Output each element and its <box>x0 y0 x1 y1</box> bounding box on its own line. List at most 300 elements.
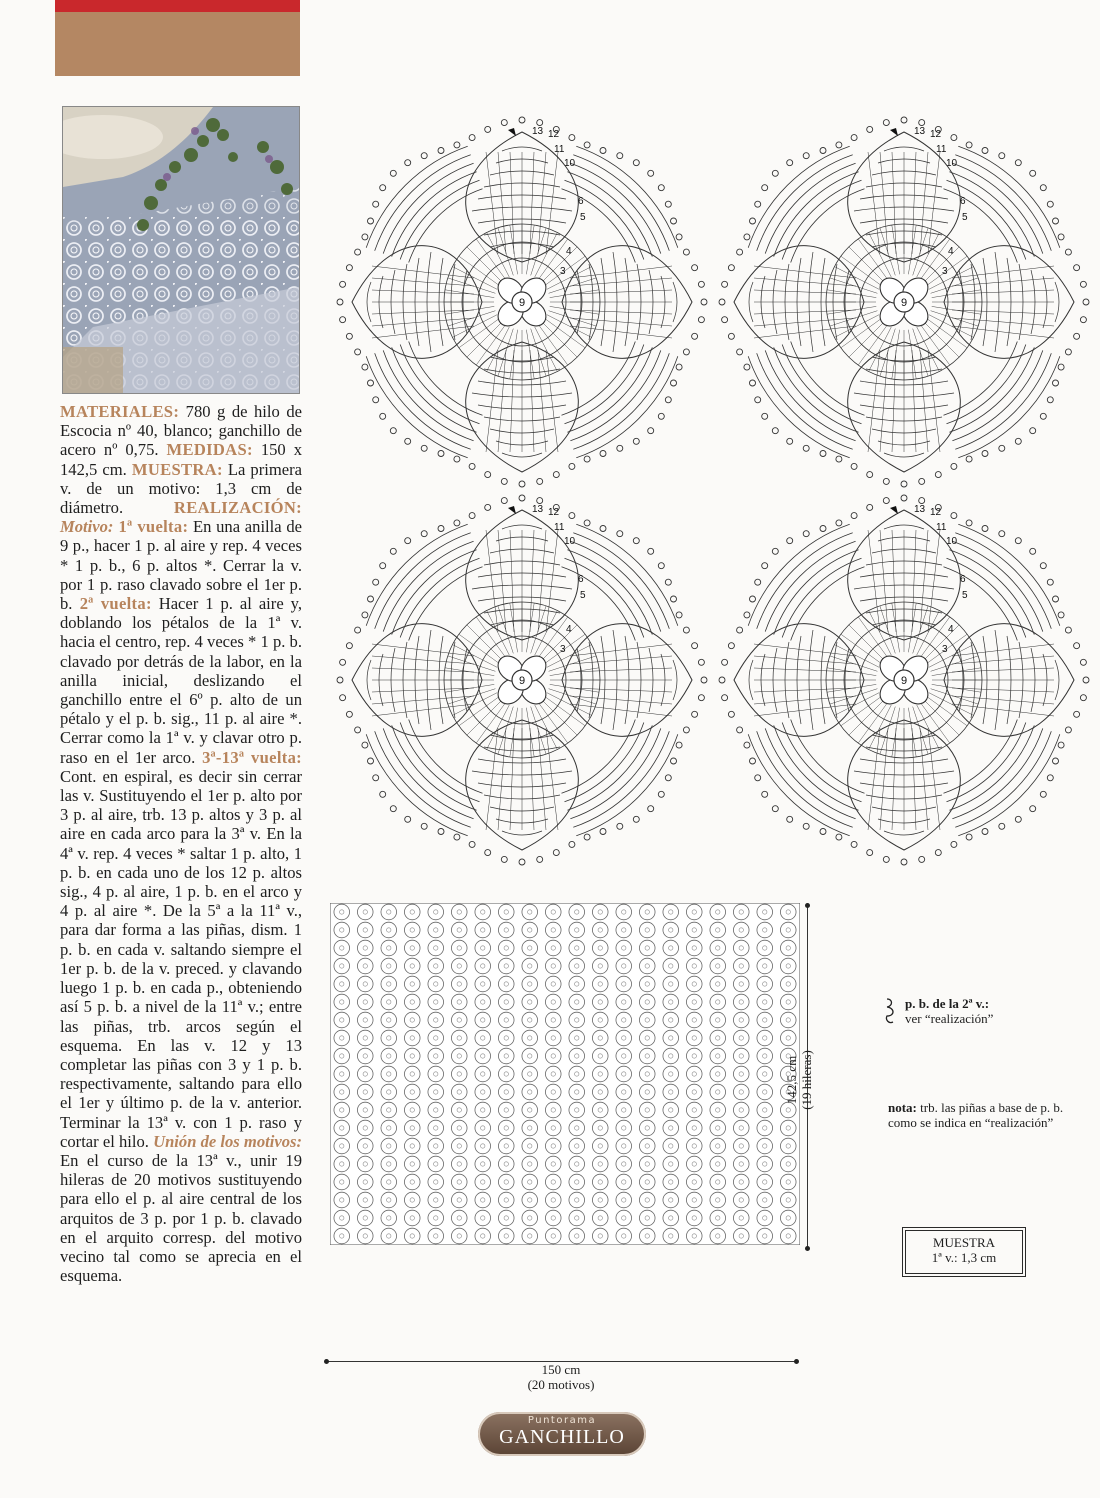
round-label-4: 4 <box>948 246 954 257</box>
picot <box>346 265 352 271</box>
round1-label: 1ª vuelta: <box>113 517 189 537</box>
single-crochet-symbol-icon <box>883 996 899 1026</box>
picot <box>1015 538 1021 544</box>
picot <box>676 612 682 618</box>
radial-stitch <box>913 228 928 276</box>
radial-stitch <box>849 625 884 660</box>
round2-text: Hacer 1 p. al aire y, doblando los pétalos de la 1ª v. hacia el centro, rep. 4 veces * 1 p. b. clavado por detrás de la labor, en la anilla inicial, deslizando el ganchillo entre el 6º p. alto de un pétalo y el p. b. sig., 11 p. al aire *. Cerrar como la 1ª v. y clavar otro p. raso en el 1er arco. <box>60 594 302 767</box>
picot <box>867 850 873 856</box>
picot <box>368 218 374 224</box>
round-label-13: 13 <box>914 504 926 515</box>
pineapple-stitch <box>372 644 474 656</box>
radial-stitch <box>448 689 496 704</box>
picot <box>1083 299 1089 305</box>
picot <box>1053 596 1059 602</box>
radial-stitch <box>827 306 876 314</box>
radial-stitch <box>931 311 979 326</box>
crochet-motif <box>719 495 1089 865</box>
radial-stitch <box>892 225 900 274</box>
pineapple-stitch <box>372 318 474 326</box>
picot <box>469 841 475 847</box>
round-label-3: 3 <box>942 266 948 277</box>
round-label-3: 3 <box>942 644 948 655</box>
picot <box>648 170 654 176</box>
picot <box>750 380 756 386</box>
picot <box>519 859 525 865</box>
measures-text: 150 x 142,5 cm. <box>60 440 302 479</box>
pineapple-stitch <box>868 728 880 830</box>
picot <box>803 153 809 159</box>
picot <box>1065 727 1071 733</box>
picot <box>569 463 575 469</box>
header-red-bar <box>55 0 300 12</box>
picot <box>469 135 475 141</box>
picot <box>883 478 889 484</box>
picot <box>501 856 507 862</box>
materials-text: 780 g de hilo de Escocia nº 40, blanco; ganchillo de acero nº 0,75. <box>60 402 302 460</box>
radial-stitch <box>550 290 599 298</box>
picot <box>617 823 623 829</box>
picot <box>537 120 543 126</box>
picot <box>1030 548 1036 554</box>
picot <box>390 170 396 176</box>
fan-arch <box>955 155 1051 251</box>
measures-label: MEDIDAS: <box>166 440 253 460</box>
picot <box>658 185 664 191</box>
start-arrow-icon <box>890 506 898 514</box>
pineapple-row <box>884 831 924 835</box>
picot <box>340 317 346 323</box>
pineapple-row <box>884 453 924 457</box>
fan-arch <box>748 356 850 458</box>
radial-stitch <box>526 708 534 757</box>
picot <box>919 120 925 126</box>
picot <box>1047 579 1053 585</box>
picot <box>485 850 491 856</box>
picot <box>966 520 972 526</box>
start-arrow-icon <box>508 128 516 136</box>
pineapple-row <box>749 282 753 322</box>
center-label: 9 <box>900 297 908 309</box>
radial-stitch <box>830 656 878 671</box>
radial-stitch <box>932 684 981 692</box>
radial-stitch <box>448 656 496 671</box>
radial-stitch <box>849 700 884 735</box>
pineapple-stitch <box>546 530 558 632</box>
picot <box>1040 185 1046 191</box>
picot <box>836 834 842 840</box>
legend-text: ver “realización” <box>905 1011 994 1026</box>
pineapple-row <box>1055 660 1059 700</box>
picot <box>553 850 559 856</box>
fan-arch <box>757 353 853 449</box>
picot <box>820 829 826 835</box>
picot <box>1080 695 1086 701</box>
crochet-motif <box>719 117 1089 487</box>
radial-stitch <box>869 327 892 372</box>
round-label-4: 4 <box>566 624 572 635</box>
round-label-12: 12 <box>930 129 942 140</box>
picot <box>355 349 361 355</box>
fan-arch <box>573 533 669 629</box>
picot <box>919 478 925 484</box>
pineapple-stitch <box>754 656 856 664</box>
fan-arch <box>955 353 1051 449</box>
picot <box>1065 249 1071 255</box>
pineapple-stitch <box>868 350 880 452</box>
picot <box>772 170 778 176</box>
picot <box>966 142 972 148</box>
picot <box>454 142 460 148</box>
picot <box>1080 659 1086 665</box>
picot <box>750 218 756 224</box>
fan-arch <box>375 353 471 449</box>
picot <box>600 451 606 457</box>
picot <box>600 148 606 154</box>
picot <box>867 504 873 510</box>
picot <box>1053 218 1059 224</box>
picot <box>1065 627 1071 633</box>
radial-stitch <box>487 327 510 372</box>
radial-stitch <box>526 603 534 652</box>
logo-top: Puntorama <box>527 1415 597 1426</box>
pineapple-stitch <box>952 326 1054 338</box>
picot <box>584 520 590 526</box>
picot <box>405 538 411 544</box>
picot <box>701 299 707 305</box>
pineapple-stitch <box>546 152 558 254</box>
picot <box>982 451 988 457</box>
radial-stitch <box>453 693 498 716</box>
picot <box>676 742 682 748</box>
picot <box>744 742 750 748</box>
picot <box>380 563 386 569</box>
radial-stitch <box>445 668 494 676</box>
radial-stitch <box>835 645 880 668</box>
radial-stitch <box>929 645 974 668</box>
picot <box>421 153 427 159</box>
picot <box>982 829 988 835</box>
pineapple-stitch <box>928 728 940 830</box>
picot <box>380 185 386 191</box>
picot <box>883 120 889 126</box>
round2-label: 2ª vuelta: <box>72 594 152 614</box>
fan-arch <box>958 146 1060 248</box>
radial-stitch <box>526 225 534 274</box>
pineapple-stitch <box>486 350 498 452</box>
round-label-10: 10 <box>564 536 576 547</box>
round-label-10: 10 <box>564 158 576 169</box>
pineapple-stitch <box>372 326 474 338</box>
picot <box>750 596 756 602</box>
picot <box>787 160 793 166</box>
pineapple-stitch <box>486 530 498 632</box>
pineapple-stitch <box>754 704 856 716</box>
picot <box>584 142 590 148</box>
radial-stitch <box>549 311 597 326</box>
picot <box>728 265 734 271</box>
instructions-text <box>60 402 302 1285</box>
radial-stitch <box>880 228 895 276</box>
picot <box>951 463 957 469</box>
pineapple-stitch <box>920 350 928 452</box>
picot <box>569 841 575 847</box>
pineapple-stitch <box>570 318 672 326</box>
picot <box>803 445 809 451</box>
fan-arch <box>958 356 1060 458</box>
round-label-4: 4 <box>566 246 572 257</box>
picot <box>421 823 427 829</box>
picot <box>390 806 396 812</box>
picot <box>362 234 368 240</box>
picot <box>633 160 639 166</box>
picot <box>368 758 374 764</box>
radial-stitch <box>498 707 513 755</box>
motif-label: Motivo: <box>60 517 114 537</box>
picot <box>1047 397 1053 403</box>
picot <box>373 201 379 207</box>
fan-arch <box>955 731 1051 827</box>
picot <box>421 531 427 537</box>
radial-stitch <box>869 233 892 278</box>
picot <box>982 526 988 532</box>
radial-stitch <box>498 606 513 654</box>
picot <box>755 201 761 207</box>
radial-stitch <box>849 322 884 357</box>
picot <box>519 481 525 487</box>
legend <box>883 996 1063 1026</box>
picot <box>1080 317 1086 323</box>
pineapple-stitch <box>952 656 1054 664</box>
pineapple-stitch <box>928 152 940 254</box>
picot <box>901 481 907 487</box>
picot <box>1047 201 1053 207</box>
pineapple-stitch <box>538 530 546 632</box>
radial-stitch <box>917 327 940 372</box>
picot <box>851 841 857 847</box>
picot <box>1030 170 1036 176</box>
radial-stitch <box>549 689 597 704</box>
picot <box>1074 711 1080 717</box>
radial-stitch <box>908 225 916 274</box>
picot <box>1030 806 1036 812</box>
pineapple-stitch <box>928 350 940 452</box>
fan-arch <box>573 353 669 449</box>
pineapple-stitch <box>372 278 474 286</box>
picot <box>919 856 925 862</box>
round-label-12: 12 <box>930 507 942 518</box>
radial-stitch <box>917 705 940 750</box>
note-text: trb. las piñas a base de p. b. como se indica en “realización” <box>888 1100 1064 1130</box>
radial-stitch <box>498 329 513 377</box>
picot <box>340 281 346 287</box>
picot <box>728 711 734 717</box>
picot <box>633 816 639 822</box>
picot <box>340 695 346 701</box>
pineapple-stitch <box>570 644 672 656</box>
radial-stitch <box>880 329 895 377</box>
picot <box>719 299 725 305</box>
legend-title: p. b. de la 2ª v.: <box>905 996 990 1011</box>
picot <box>1040 791 1046 797</box>
picot <box>762 185 768 191</box>
radial-stitch <box>550 684 599 692</box>
fan-arch <box>748 734 850 836</box>
picot <box>337 299 343 305</box>
picot <box>901 859 907 865</box>
pineapple-stitch <box>754 696 856 704</box>
picot <box>867 126 873 132</box>
radial-stitch <box>510 225 518 274</box>
picot <box>438 829 444 835</box>
picot <box>469 463 475 469</box>
picot <box>665 397 671 403</box>
picot <box>772 806 778 812</box>
picot <box>373 579 379 585</box>
radial-stitch <box>445 290 494 298</box>
radial-stitch <box>908 330 916 379</box>
picot <box>405 438 411 444</box>
center-label: 9 <box>518 675 526 687</box>
picot <box>485 504 491 510</box>
picot <box>836 142 842 148</box>
picot <box>737 249 743 255</box>
picot <box>501 120 507 126</box>
round1-text: En una anilla de 9 p., hacer 1 p. al aire y rep. 4 veces * 1 p. b., 6 p. altos *. Cerrar la v. por 1 p. raso clavado sobre el 1er p. b. <box>60 517 303 614</box>
radial-stitch <box>453 645 498 668</box>
radial-stitch <box>917 233 940 278</box>
picot <box>701 677 707 683</box>
pineapple-stitch <box>952 278 1054 286</box>
picot <box>537 856 543 862</box>
fan-arch <box>366 146 468 248</box>
radial-stitch <box>453 267 498 290</box>
radial-stitch <box>835 267 880 290</box>
width-dimension-end-right <box>794 1359 799 1364</box>
pineapple-stitch <box>952 318 1054 326</box>
picot <box>762 791 768 797</box>
radial-stitch <box>547 267 592 290</box>
fan-arch <box>748 146 850 248</box>
round3-label: 3ª-13ª vuelta: <box>195 747 302 767</box>
fan-arch <box>366 356 468 458</box>
motif-diagram-group <box>337 117 1089 865</box>
radial-stitch <box>880 707 895 755</box>
height-label: 142,5 cm <box>784 1055 799 1105</box>
picot <box>744 612 750 618</box>
union-text: En el curso de la 13ª v., unir 19 hileras de 20 motivos sustituyendo para ello el p. al aire central de los arquitos de 3 p. por 1 p. b. clavado en el arquito corresp. del motivo vecino tal como se aprecia en el esquema. <box>60 1150 302 1286</box>
tablecloth-photo <box>62 106 300 394</box>
picot <box>676 234 682 240</box>
fan-arch <box>955 533 1051 629</box>
picot <box>762 413 768 419</box>
tablecloth-photo-art <box>63 107 299 393</box>
radial-stitch <box>908 603 916 652</box>
picot <box>633 538 639 544</box>
picot <box>692 265 698 271</box>
round-label-11: 11 <box>936 144 947 155</box>
radial-stitch <box>932 290 981 298</box>
picot <box>1074 643 1080 649</box>
picot <box>698 695 704 701</box>
note <box>888 1100 1068 1130</box>
radial-stitch <box>908 708 916 757</box>
radial-stitch <box>892 603 900 652</box>
radial-stitch <box>542 322 577 357</box>
picot <box>982 148 988 154</box>
picot <box>803 531 809 537</box>
round-label-11: 11 <box>936 522 947 533</box>
pineapple-stitch <box>754 266 856 278</box>
picot <box>648 548 654 554</box>
picot <box>537 498 543 504</box>
picot <box>683 727 689 733</box>
pineapple-stitch <box>372 696 474 704</box>
picot <box>355 627 361 633</box>
picot <box>485 126 491 132</box>
picot <box>617 445 623 451</box>
picot <box>421 445 427 451</box>
round-label-5: 5 <box>962 590 968 601</box>
radial-stitch <box>531 707 546 755</box>
picot <box>722 317 728 323</box>
fan-arch <box>576 356 678 458</box>
round-label-6: 6 <box>960 196 966 207</box>
round-label-10: 10 <box>946 158 958 169</box>
picot <box>683 249 689 255</box>
picot <box>501 498 507 504</box>
picot <box>553 472 559 478</box>
picot <box>454 834 460 840</box>
radial-stitch <box>535 327 558 372</box>
picot <box>584 834 590 840</box>
pineapple-stitch <box>538 350 546 452</box>
pineapple-row <box>502 831 542 835</box>
picot <box>671 596 677 602</box>
pineapple-stitch <box>952 704 1054 716</box>
radial-stitch <box>550 306 599 314</box>
fan-arch <box>366 524 468 626</box>
picot <box>600 829 606 835</box>
picot <box>722 281 728 287</box>
union-label: Unión de los motivos: <box>148 1131 302 1151</box>
pineapple-stitch <box>754 644 856 656</box>
picot <box>405 816 411 822</box>
pineapple-stitch <box>498 728 506 830</box>
radial-stitch <box>535 233 558 278</box>
pineapple-stitch <box>754 326 856 338</box>
radial-stitch <box>535 611 558 656</box>
motif-diagram <box>332 112 1100 872</box>
radial-stitch <box>931 278 979 293</box>
radial-stitch <box>931 656 979 671</box>
height-dimension-label <box>784 1035 814 1125</box>
logo-main: GANCHILLO <box>499 1426 625 1448</box>
pineapple-stitch <box>754 318 856 326</box>
picot <box>633 438 639 444</box>
picot <box>719 677 725 683</box>
radial-stitch <box>535 705 558 750</box>
picot <box>676 364 682 370</box>
pineapple-stitch <box>570 278 672 286</box>
pineapple-stitch <box>546 350 558 452</box>
picot <box>999 445 1005 451</box>
picot <box>772 548 778 554</box>
picot <box>368 596 374 602</box>
radial-stitch <box>467 625 502 660</box>
round-label-6: 6 <box>578 196 584 207</box>
pineapple-stitch <box>754 278 856 286</box>
